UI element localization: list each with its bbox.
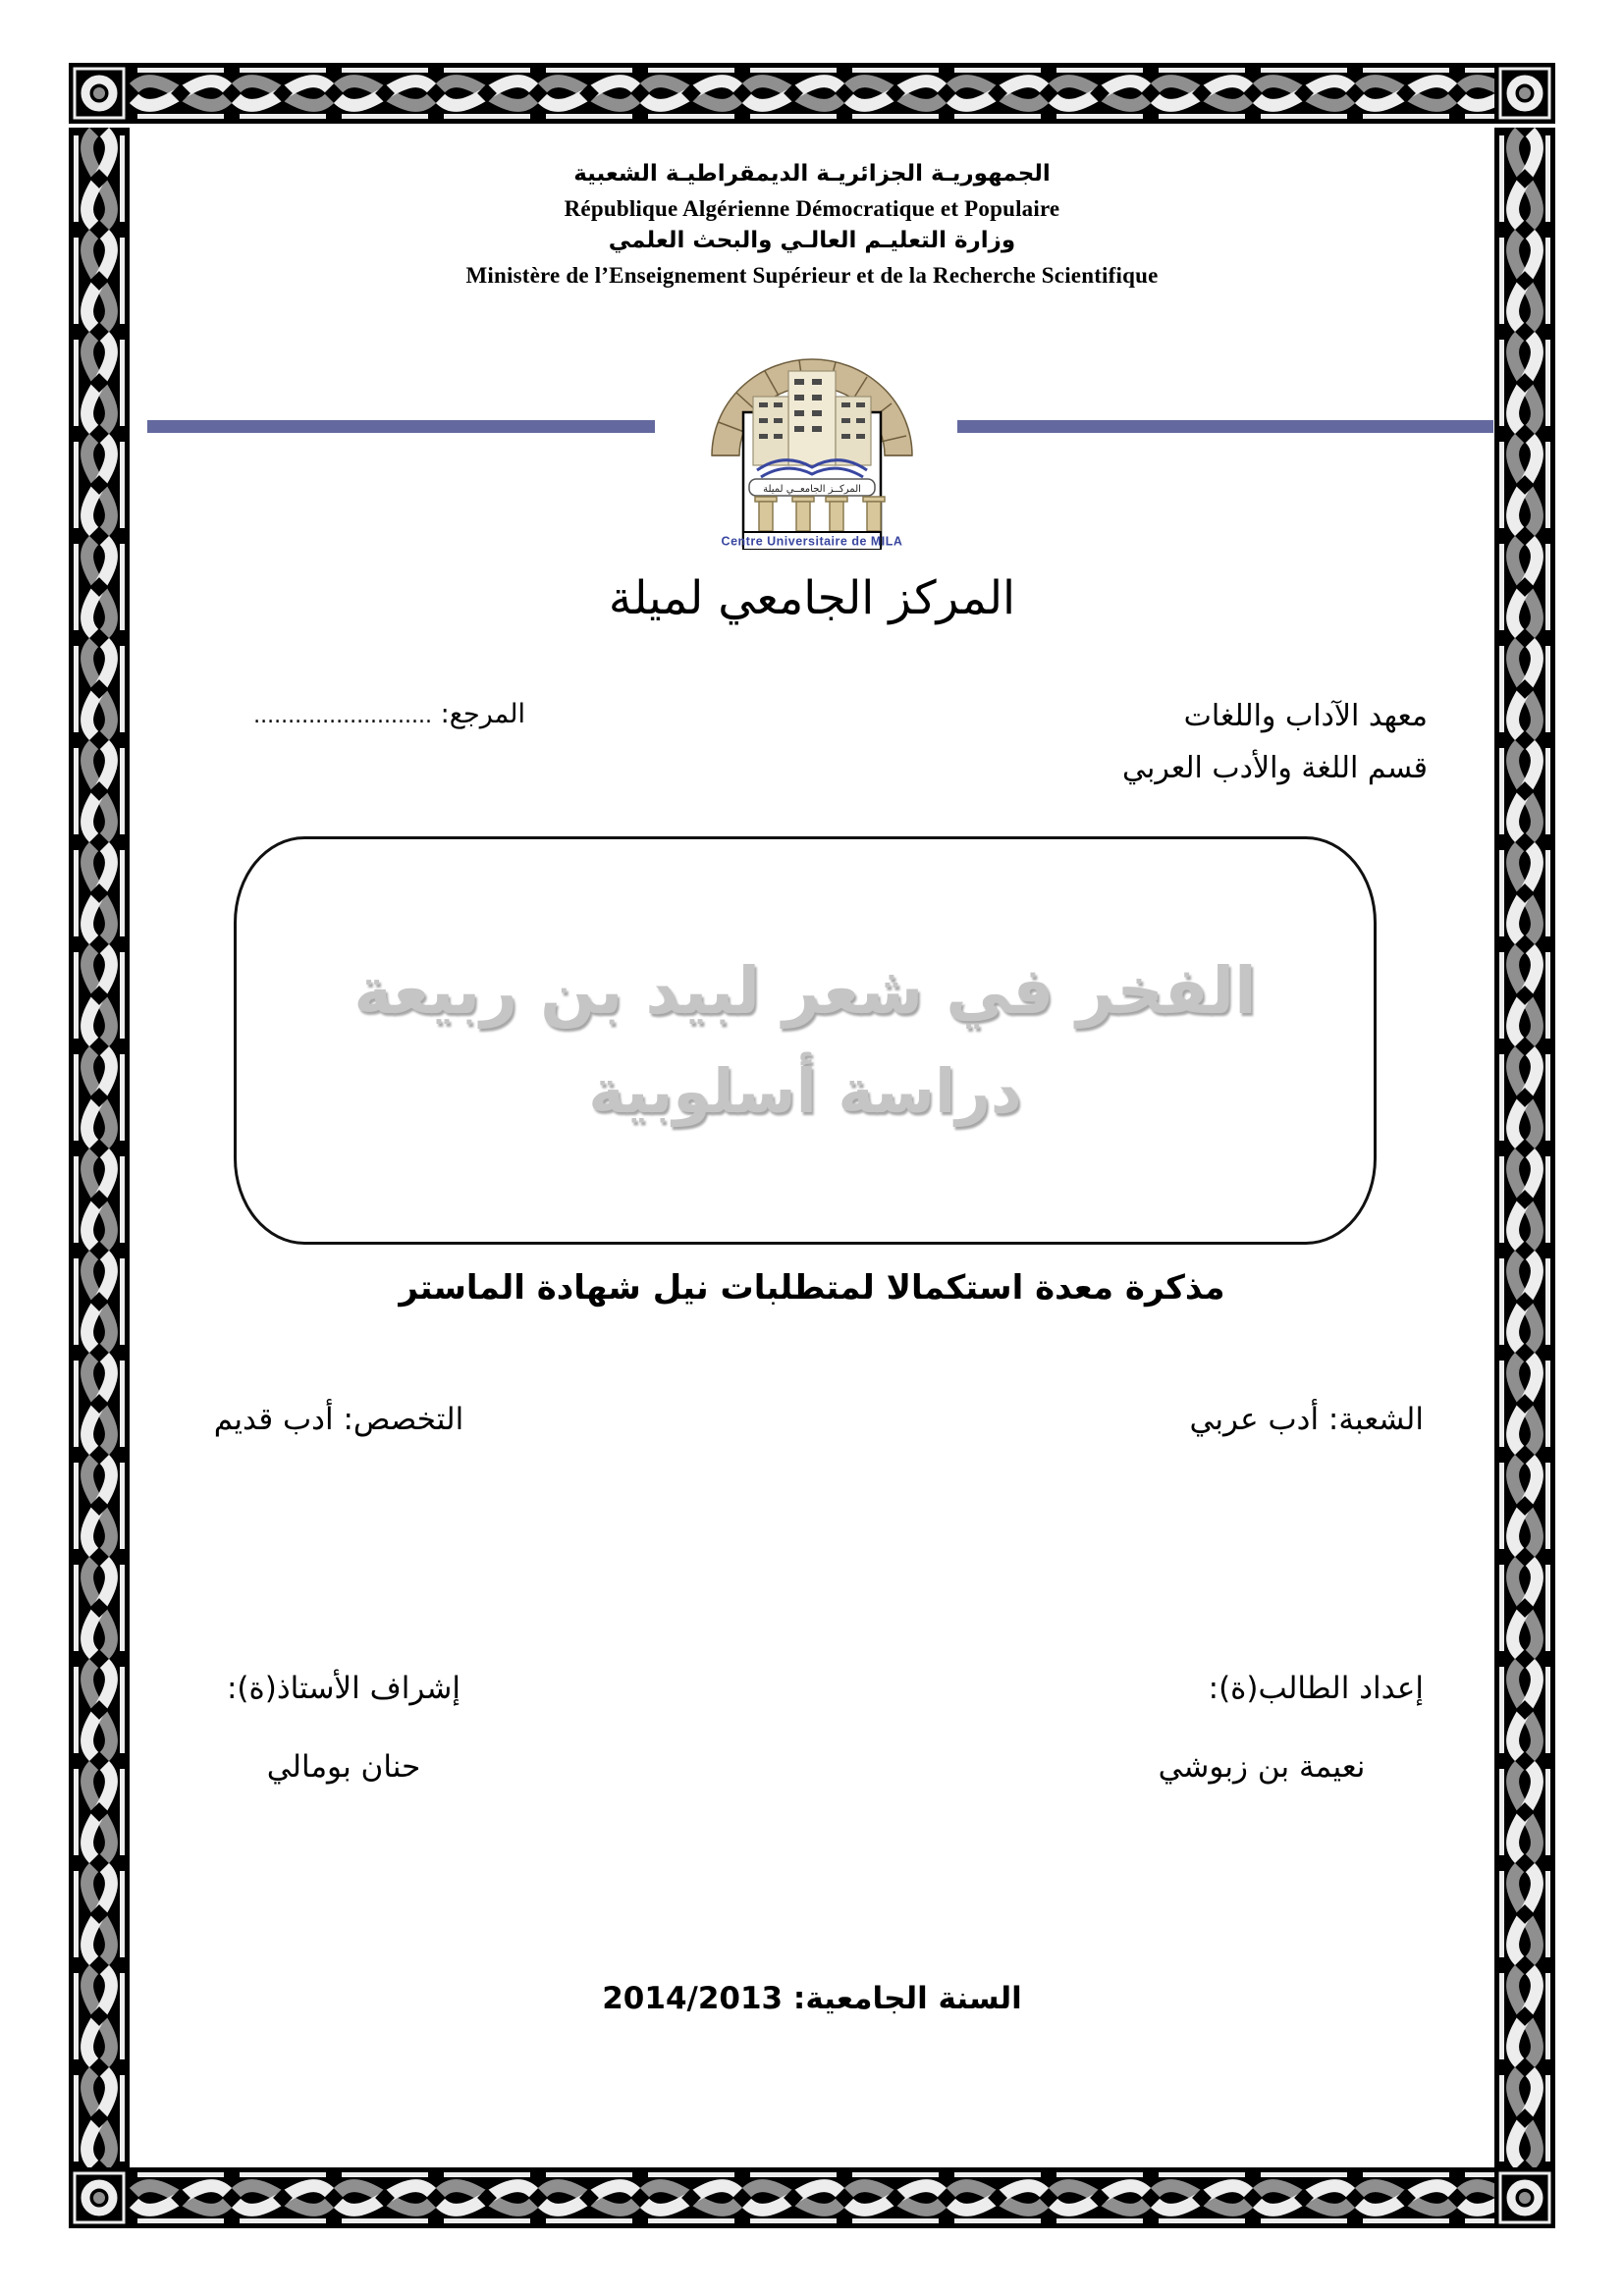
divider-line-right bbox=[957, 420, 1493, 433]
student-name: نعيمة بن زبوشي bbox=[1158, 1749, 1366, 1785]
university-title: المركز الجامعي لميلة bbox=[608, 571, 1016, 625]
supervisor-label: إشراف الأستاذ(ة): bbox=[226, 1671, 461, 1706]
ministry-name-french: Ministère de l’Enseignement Supérieur et de la Recherche Scientifique bbox=[465, 263, 1159, 288]
frame-border-bottom bbox=[130, 2167, 1494, 2228]
frame-border-right bbox=[1494, 128, 1555, 2167]
thesis-subtitle: مذكرة معدة استكمالا لمتطلبات نيل شهادة الماستر bbox=[399, 1268, 1225, 1308]
reference-dotted-line: .......................... bbox=[253, 704, 432, 728]
republic-header bbox=[0, 163, 1624, 296]
thesis-title-line1: الفخر في شعر لبيد بن ربيعة bbox=[353, 953, 1257, 1029]
logo-banner-text: المركــز الجامعــي لميلة bbox=[763, 484, 861, 495]
divider-line-left bbox=[147, 420, 655, 433]
frame-corner-ornament bbox=[69, 63, 130, 124]
prepared-by-block bbox=[1100, 1669, 1424, 1787]
supervisor-block bbox=[196, 1669, 491, 1787]
reference-field bbox=[191, 699, 525, 729]
republic-name-arabic: الجمهوريـة الجزائريـة الديمقراطيـة الشعبية bbox=[573, 161, 1051, 187]
department-line: قسم اللغة والأدب العربي bbox=[1121, 751, 1428, 785]
reference-label: المرجع: bbox=[440, 699, 525, 729]
prepared-by-label: إعداد الطالب(ة): bbox=[1208, 1671, 1424, 1706]
specialty-field: التخصص: أدب قديم bbox=[213, 1402, 464, 1437]
institute-line: معهد الآداب واللغات bbox=[1183, 699, 1428, 733]
frame-corner-ornament bbox=[69, 2167, 130, 2228]
supervisor-name: حنان بومالي bbox=[266, 1749, 421, 1785]
thesis-title-box bbox=[234, 836, 1377, 1245]
frame-border-left bbox=[69, 128, 130, 2167]
academic-year-line: السنة الجامعية: 2014/2013 bbox=[602, 1981, 1022, 2016]
branch-field: الشعبة: أدب عربي bbox=[1189, 1402, 1424, 1437]
university-logo bbox=[690, 342, 934, 550]
republic-name-french: République Algérienne Démocratique et Populaire bbox=[564, 196, 1060, 221]
frame-border-top bbox=[130, 63, 1494, 124]
logo-banner bbox=[749, 479, 875, 496]
frame-corner-ornament bbox=[1494, 2167, 1555, 2228]
frame-corner-ornament bbox=[1494, 63, 1555, 124]
institute-block bbox=[1122, 690, 1428, 794]
ministry-name-arabic: وزارة التعليـم العالـي والبحث العلمي bbox=[608, 228, 1016, 253]
logo-caption-text: Centre Universitaire de MILA bbox=[721, 534, 903, 549]
thesis-title-line2: دراسة أسلوبية bbox=[588, 1055, 1022, 1127]
